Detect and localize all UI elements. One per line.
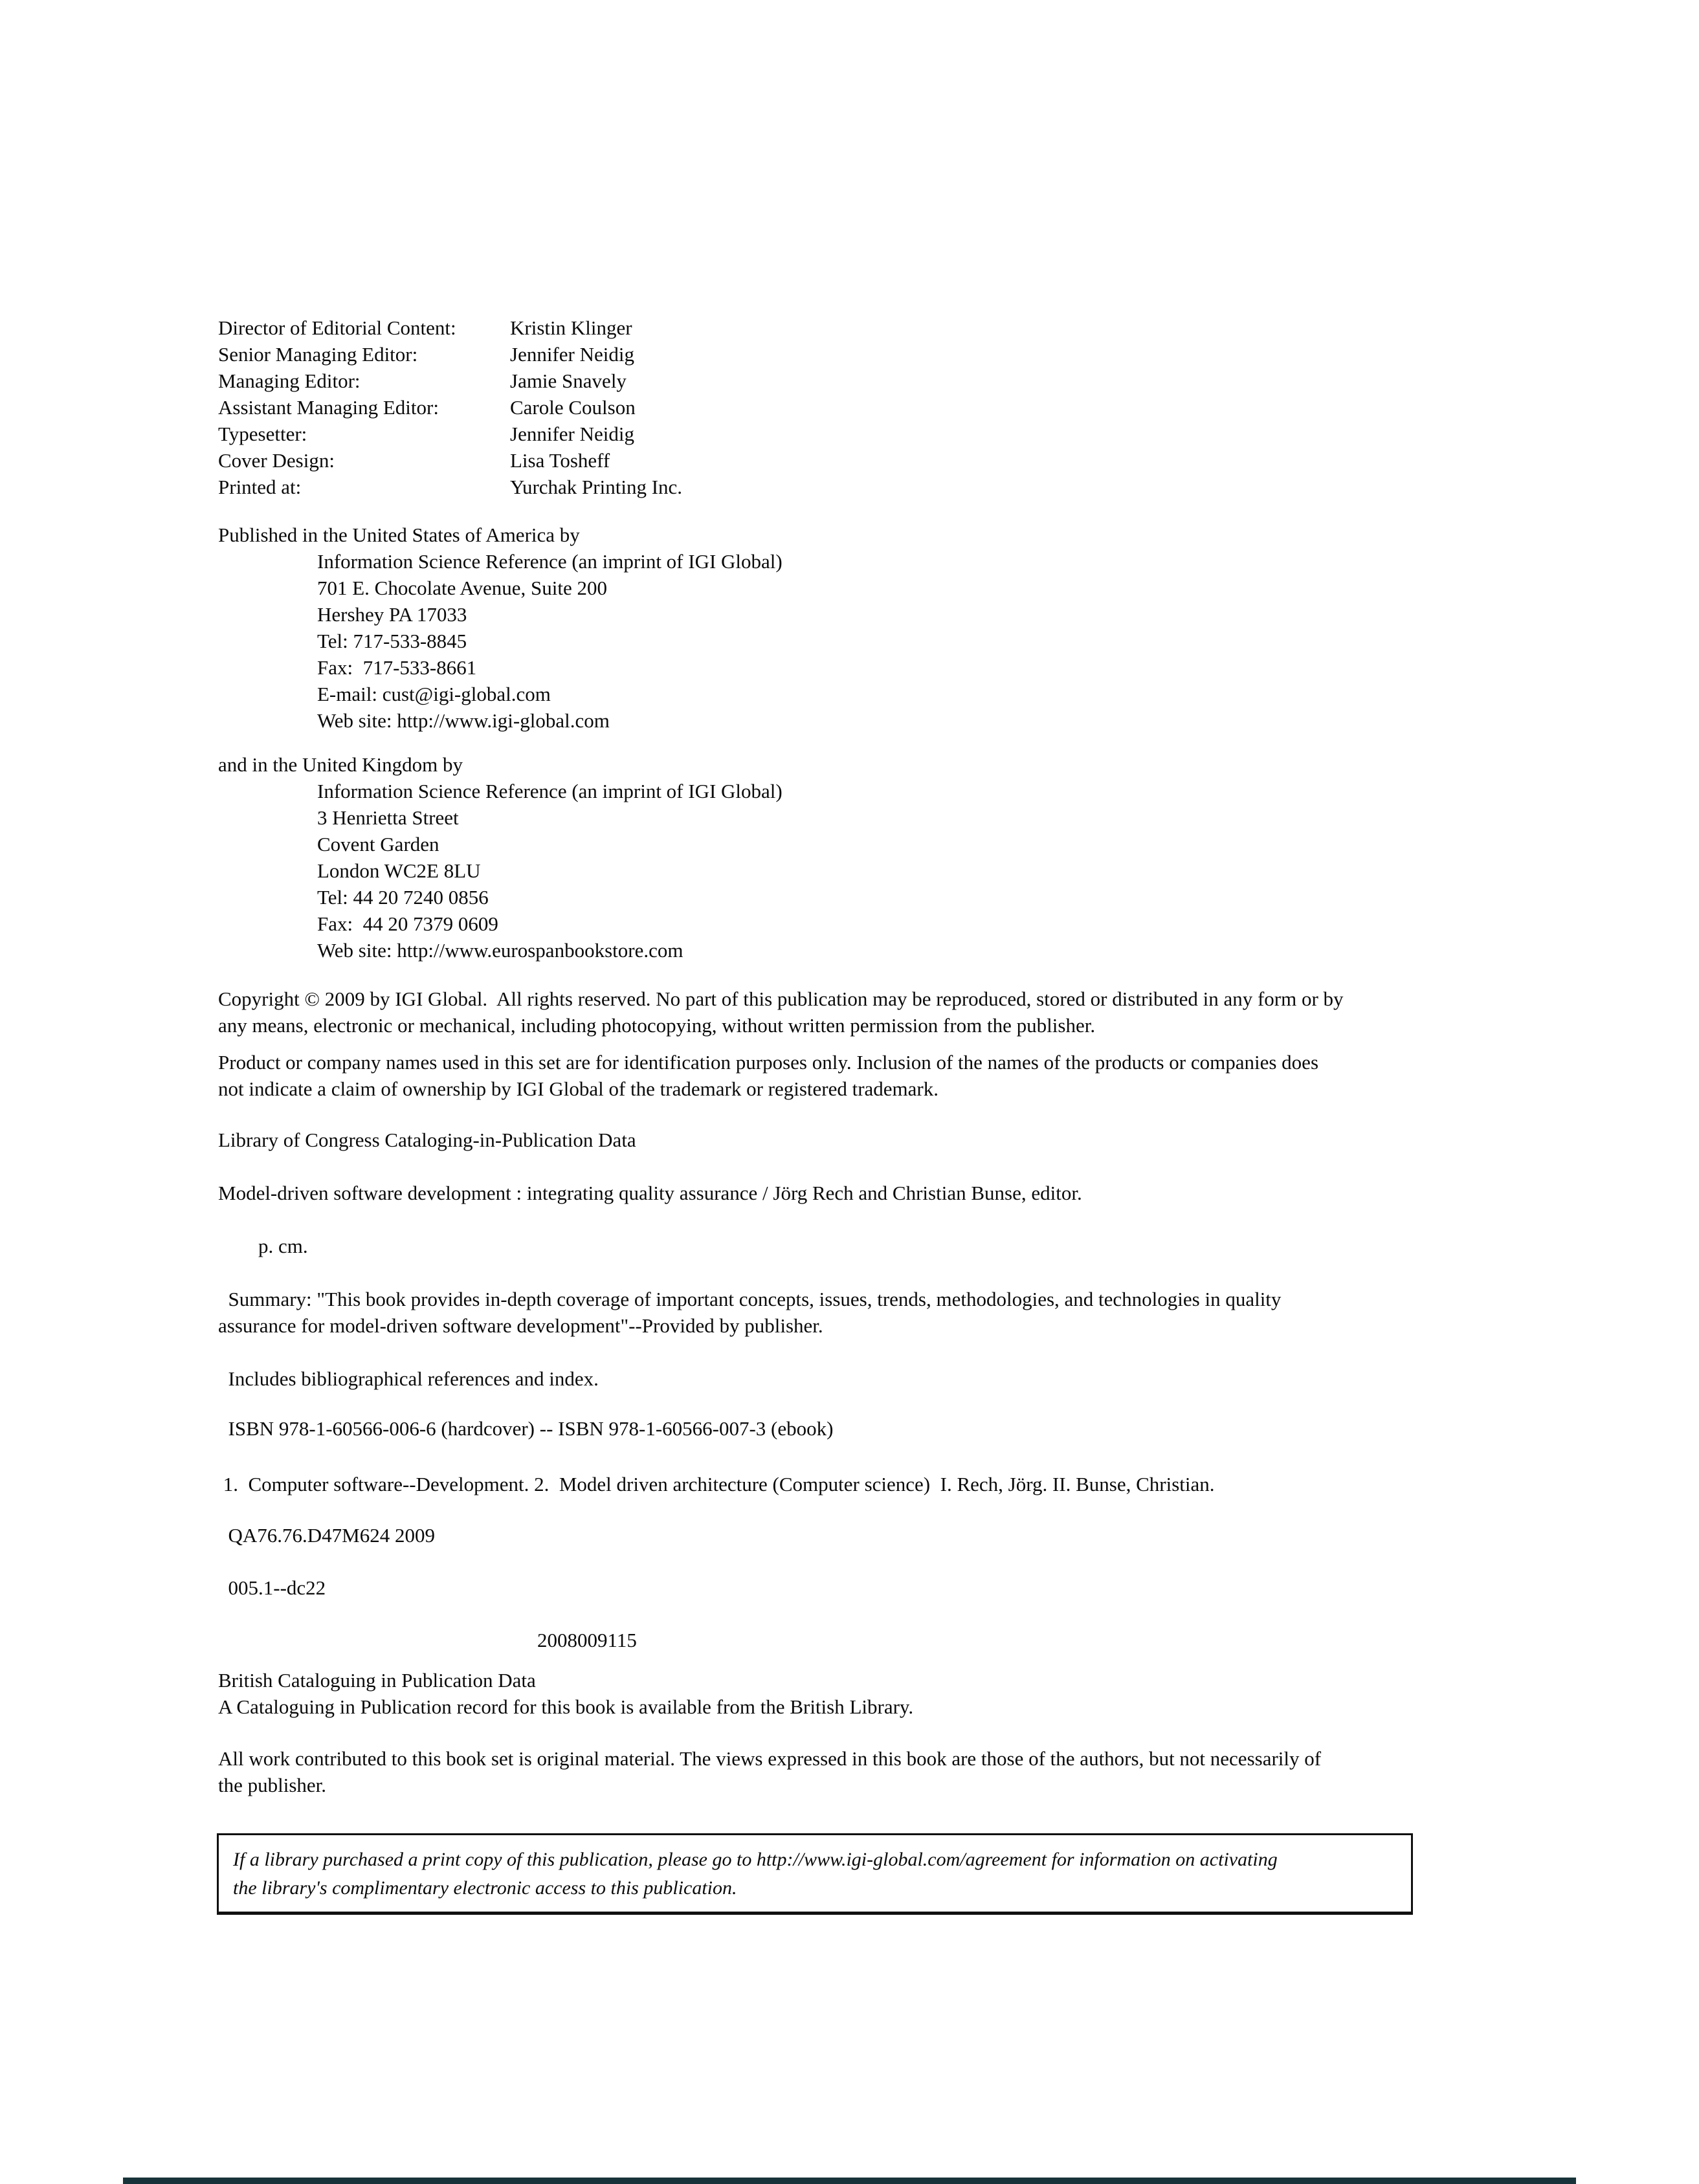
publisher-line: 3 Henrietta Street <box>317 806 459 829</box>
credit-label: Assistant Managing Editor: <box>218 396 439 419</box>
publisher-line: Hershey PA 17033 <box>317 603 467 626</box>
publisher-line: Covent Garden <box>317 833 439 855</box>
publisher-line: E-mail: cust@igi-global.com <box>317 683 551 705</box>
trademark-line: Product or company names used in this set are for identification purposes only. Inclusion of the names of the products or companies does <box>218 1051 1319 1074</box>
british-cip-line: British Cataloguing in Publication Data <box>218 1669 536 1692</box>
disclaimer-line: All work contributed to this book set is original material. The views expressed in this book are those of the authors, but not necessarily of <box>218 1747 1322 1770</box>
library-agreement-box <box>217 1833 1413 1915</box>
publisher-line: Fax: 44 20 7379 0609 <box>317 912 498 935</box>
credit-label: Senior Managing Editor: <box>218 343 418 366</box>
publisher-line: Fax: 717-533-8661 <box>317 656 477 679</box>
cip-summary-line: assurance for model-driven software development"--Provided by publisher. <box>218 1314 823 1337</box>
credits-row <box>218 447 682 474</box>
trademark-line: not indicate a claim of ownership by IGI Global of the trademark or registered trademark. <box>218 1077 939 1100</box>
cip-subjects: 1. Computer software--Development. 2. Model driven architecture (Computer science) I. Rech, Jörg. II. Bunse, Christian. <box>218 1473 1215 1495</box>
publisher-us-intro: Published in the United States of America by <box>218 524 580 546</box>
cip-title-statement: Model-driven software development : integrating quality assurance / Jörg Rech and Christian Bunse, editor. <box>218 1182 1082 1204</box>
publisher-uk-intro: and in the United Kingdom by <box>218 753 463 776</box>
credit-value: Jennifer Neidig <box>510 423 634 445</box>
british-cip <box>218 1667 913 1720</box>
credits-row <box>218 421 682 447</box>
publisher-us-block <box>218 522 783 734</box>
staff-credits <box>218 314 682 500</box>
cip-isbn: ISBN 978-1-60566-006-6 (hardcover) -- ISBN 978-1-60566-007-3 (ebook) <box>218 1417 834 1440</box>
credits-row <box>218 341 682 368</box>
cip-dewey-number: 005.1--dc22 <box>218 1576 326 1599</box>
publisher-line: 701 E. Chocolate Avenue, Suite 200 <box>317 577 607 599</box>
credit-value: Jennifer Neidig <box>510 343 634 366</box>
publisher-line: Tel: 717-533-8845 <box>317 630 467 652</box>
credit-label: Managing Editor: <box>218 370 361 392</box>
credits-row <box>218 368 682 394</box>
credit-label: Printed at: <box>218 476 302 498</box>
publisher-line: Tel: 44 20 7240 0856 <box>317 886 489 909</box>
cip-collation: p. cm. <box>218 1235 308 1257</box>
cip-includes: Includes bibliographical references and index. <box>218 1367 599 1390</box>
publisher-uk-block <box>218 751 783 964</box>
copyright-line: Copyright © 2009 by IGI Global. All rights reserved. No part of this publication may be reproduced, stored or distributed in any form or by <box>218 987 1344 1010</box>
credit-label: Cover Design: <box>218 449 335 472</box>
publisher-line: Web site: http://www.eurospanbookstore.com <box>317 939 683 962</box>
publisher-line: Information Science Reference (an imprint of IGI Global) <box>317 780 783 802</box>
cip-lccn: 2008009115 <box>537 1629 637 1651</box>
credits-row <box>218 314 682 341</box>
credit-value: Yurchak Printing Inc. <box>510 476 683 498</box>
page-bottom-edge <box>123 2178 1576 2184</box>
credits-row <box>218 394 682 421</box>
publisher-line: Web site: http://www.igi-global.com <box>317 709 610 732</box>
credit-label: Typesetter: <box>218 423 307 445</box>
cip-lc-call-number: QA76.76.D47M624 2009 <box>218 1524 435 1547</box>
copyright-notice <box>218 986 1344 1039</box>
agreement-line: the library's complimentary electronic access to this publication. <box>233 1877 737 1899</box>
publisher-line: London WC2E 8LU <box>317 859 481 882</box>
credit-label: Director of Editorial Content: <box>218 316 456 339</box>
british-cip-line: A Cataloguing in Publication record for this book is available from the British Library. <box>218 1695 914 1718</box>
loc-cip-heading: Library of Congress Cataloging-in-Publication Data <box>218 1129 636 1151</box>
trademark-notice <box>218 1049 1318 1102</box>
cip-summary <box>218 1286 1281 1339</box>
credit-value: Lisa Tosheff <box>510 449 610 472</box>
credit-value: Carole Coulson <box>510 396 636 419</box>
agreement-line: If a library purchased a print copy of this publication, please go to http://www.igi-global.com/agreement for information on activating <box>233 1849 1278 1870</box>
credit-value: Kristin Klinger <box>510 316 632 339</box>
credit-value: Jamie Snavely <box>510 370 627 392</box>
publisher-line: Information Science Reference (an imprint of IGI Global) <box>317 550 783 573</box>
copyright-line: any means, electronic or mechanical, including photocopying, without written permission from the publisher. <box>218 1014 1096 1037</box>
cip-summary-line: Summary: "This book provides in-depth coverage of important concepts, issues, trends, methodologies, and technologies in quality <box>218 1288 1282 1310</box>
credits-row <box>218 474 682 500</box>
disclaimer-line: the publisher. <box>218 1774 327 1796</box>
original-material-disclaimer <box>218 1745 1321 1798</box>
